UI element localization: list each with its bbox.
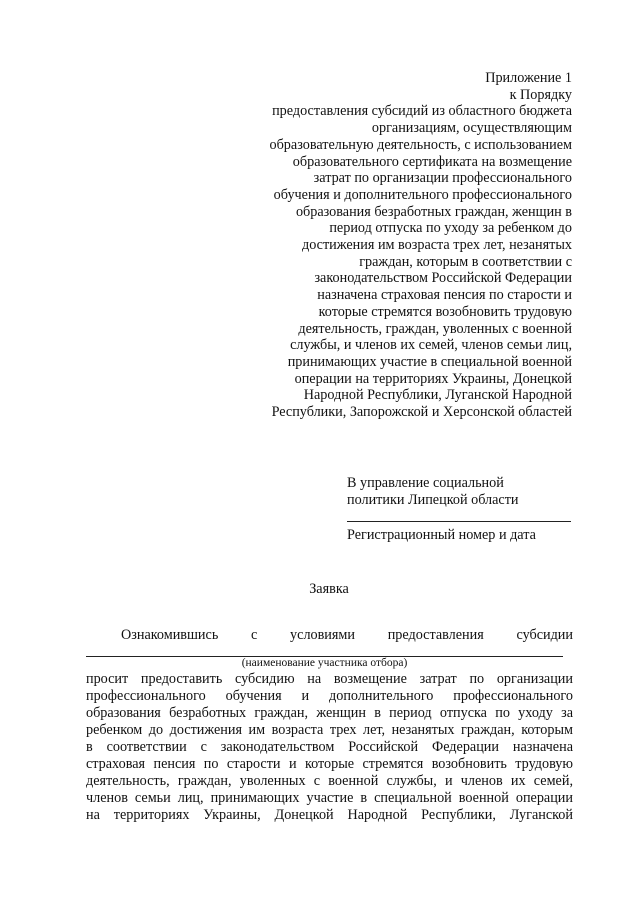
appendix-line: Народной Республики, Луганской Народной bbox=[303, 387, 572, 404]
appendix-line: образовательную деятельность, с использованием bbox=[269, 136, 572, 153]
appendix-line: образования безработных граждан, женщин в bbox=[295, 203, 572, 220]
body-line: деятельность, граждан, уволенных с военной службы, и членов их семей, bbox=[86, 773, 573, 789]
appendix-line: образовательного сертификата на возмещение bbox=[292, 153, 572, 170]
body-line: образования безработных граждан, женщин в период отпуска по уходу за bbox=[86, 705, 573, 721]
appendix-line: граждан, которым в соответствии с bbox=[359, 253, 572, 270]
body-line: в соответствии с законодательством Российской Федерации назначена bbox=[86, 739, 573, 755]
appendix-line: организациям, осуществляющим bbox=[371, 120, 572, 137]
appendix-line: предоставления субсидий из областного бюджета bbox=[272, 103, 572, 120]
appendix-header bbox=[242, 70, 572, 421]
document-title: Заявка bbox=[309, 581, 349, 597]
appendix-line: Республики, Запорожской и Херсонской областей bbox=[271, 404, 572, 421]
appendix-line: период отпуска по уходу за ребенком до bbox=[329, 220, 572, 237]
appendix-line: которые стремятся возобновить трудовую bbox=[318, 303, 572, 320]
appendix-line: операции на территориях Украины, Донецкой bbox=[294, 370, 572, 387]
recipient-line: В управление социальной bbox=[347, 475, 504, 491]
intro-word: Ознакомившись bbox=[121, 627, 219, 643]
appendix-line: законодательством Российской Федерации bbox=[314, 270, 572, 287]
intro-line bbox=[121, 627, 573, 644]
appendix-line: обучения и дополнительного профессионального bbox=[273, 186, 572, 203]
body-line: на территориях Украины, Донецкой Народной Республики, Луганской bbox=[86, 807, 573, 823]
intro-word: субсидии bbox=[516, 627, 573, 643]
body-line: ребенком до достижения им возраста трех лет, незанятых граждан, которым bbox=[86, 722, 573, 738]
intro-word: условиями bbox=[290, 627, 355, 643]
recipient-address bbox=[347, 475, 519, 509]
intro-word: предоставления bbox=[387, 627, 484, 643]
recipient-line: политики Липецкой области bbox=[347, 492, 519, 508]
appendix-line: Приложение 1 bbox=[485, 70, 572, 86]
body-line: просит предоставить субсидию на возмещение затрат по организации bbox=[86, 671, 573, 687]
registration-label: Регистрационный номер и дата bbox=[347, 527, 536, 543]
appendix-line: достижения им возраста трех лет, незанятых bbox=[302, 237, 572, 254]
appendix-line: службы, и членов их семей, членов семьи лиц, bbox=[290, 337, 572, 354]
intro-word: с bbox=[251, 627, 258, 643]
appendix-line: деятельность, граждан, уволенных с военной bbox=[298, 320, 572, 337]
body-line: страховая пенсия по старости и которые стремятся возобновить трудовую bbox=[86, 756, 573, 772]
body-line: профессионального обучения и дополнительного профессионального bbox=[86, 688, 573, 704]
participant-caption: (наименование участника отбора) bbox=[241, 657, 408, 669]
body-line: членов семьи лиц, принимающих участие в специальной военной операции bbox=[86, 790, 573, 806]
appendix-line: затрат по организации профессионального bbox=[313, 170, 572, 187]
appendix-line: принимающих участие в специальной военной bbox=[287, 353, 572, 370]
appendix-line: к Порядку bbox=[509, 86, 572, 103]
application-body bbox=[86, 671, 573, 824]
registration-field-line[interactable] bbox=[347, 521, 571, 522]
appendix-line: назначена страховая пенсия по старости и bbox=[317, 287, 572, 304]
